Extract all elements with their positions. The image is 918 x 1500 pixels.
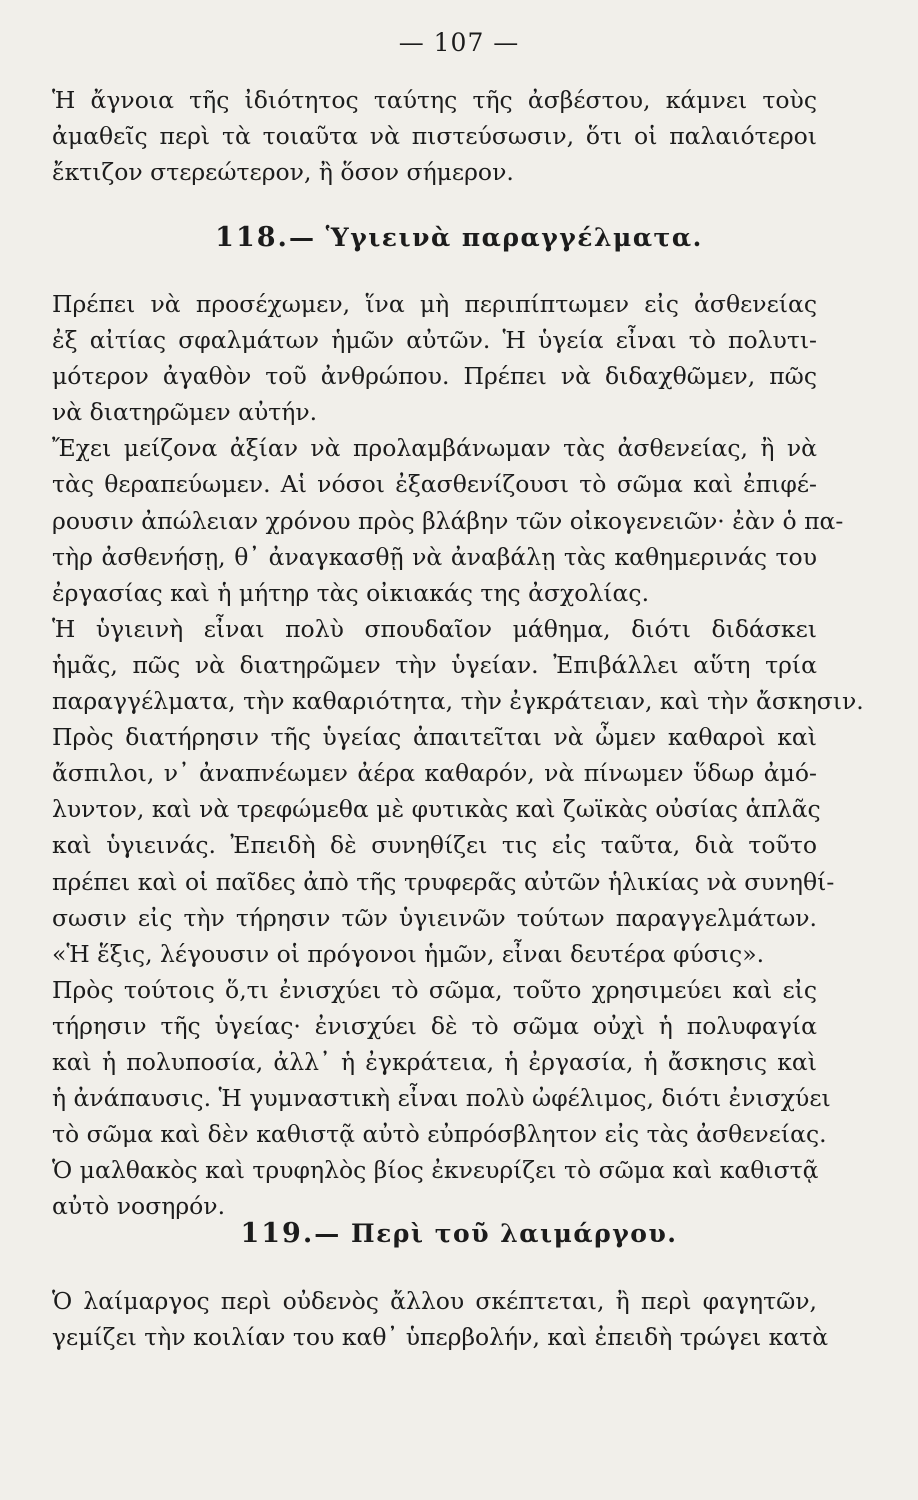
heading-dash: — xyxy=(288,223,316,252)
text-line: τὰς θεραπεύωμεν. Αἱ νόσοι ἐξασθενίζουσι τὸ σῶμα καὶ ἐπιφέ- xyxy=(52,470,817,499)
text-line: καὶ ὑγιεινάς. Ἐπειδὴ δὲ συνηθίζει τις εἰς ταῦτα, διὰ τοῦτο xyxy=(52,831,817,860)
text-line: Ἔχει μείζονα ἀξίαν νὰ προλαμβάνωμαν τὰς ἀσθενείας, ἢ νὰ xyxy=(52,434,817,463)
page-number: — 107 — xyxy=(398,28,520,57)
text-line: Πρέπει νὰ προσέχωμεν, ἵνα μὴ περιπίπτωμεν εἰς ἀσθενείας xyxy=(52,290,817,318)
text-line: ἡμᾶς, πῶς νὰ διατηρῶμεν τὴν ὑγείαν. Ἐπιβάλλει αὕτη τρία xyxy=(52,650,817,679)
text-line: πρέπει καὶ οἱ παῖδες ἀπὸ τῆς τρυφερᾶς αὐτῶν ἡλικίας νὰ συνηθί- xyxy=(52,867,835,896)
section-number: 119. xyxy=(240,1218,315,1249)
text-line: καὶ ἡ πολυποσία, ἀλλ᾽ ἡ ἐγκράτεια, ἡ ἐργασία, ἡ ἄσκησις καὶ xyxy=(52,1047,817,1076)
section-title: Περὶ τοῦ λαιμάργου. xyxy=(350,1219,678,1248)
text-line: τὸ σῶμα καὶ δὲν καθιστᾷ αὐτὸ εὐπρόσβλητον εἰς τὰς ἀσθενείας. xyxy=(52,1120,827,1149)
text-line: Πρὸς διατήρησιν τῆς ὑγείας ἀπαιτεῖται νὰ ὦμεν καθαροὶ καὶ xyxy=(52,723,817,752)
text-line: ἔκτιζον στερεώτερον, ἢ ὅσον σήμερον. xyxy=(52,158,514,187)
text-line: «Ἡ ἕξις, λέγουσιν οἱ πρόγονοι ἡμῶν, εἶναι δευτέρα φύσις». xyxy=(52,939,765,968)
section-title: Ὑγιεινὰ παραγγέλματα. xyxy=(325,223,703,252)
intro-paragraph xyxy=(52,82,817,190)
section-118-body xyxy=(52,286,864,1224)
heading-dash: — xyxy=(314,1219,341,1248)
text-line: λυντον, καὶ νὰ τρεφώμεθα μὲ φυτικὰς καὶ ζωϊκὰς οὐσίας ἁπλᾶς xyxy=(52,795,821,824)
text-line: Ὁ μαλθακὸς καὶ τρυφηλὸς βίος ἐκνευρίζει τὸ σῶμα καὶ καθιστᾷ xyxy=(52,1156,819,1185)
text-line: γεμίζει τὴν κοιλίαν του καθ᾽ ὑπερβολήν, καὶ ἐπειδὴ τρώγει κατὰ xyxy=(52,1323,829,1352)
text-line: νὰ διατηρῶμεν αὐτήν. xyxy=(52,398,318,427)
text-line: ἄσπιλοι, ν᾽ ἀναπνέωμεν ἀέρα καθαρόν, νὰ πίνωμεν ὕδωρ ἀμό- xyxy=(52,759,817,788)
section-119-body xyxy=(52,1283,829,1355)
section-118-heading xyxy=(0,222,918,253)
section-119-heading xyxy=(0,1218,918,1249)
text-line: ἀμαθεῖς περὶ τὰ τοιαῦτα νὰ πιστεύσωσιν, ὅτι οἱ παλαιότεροι xyxy=(52,122,817,151)
text-line: ἐργασίας καὶ ἡ μήτηρ τὰς οἰκιακάς της ἀσχολίας. xyxy=(52,578,650,607)
text-line: ἡ ἀνάπαυσις. Ἡ γυμναστικὴ εἶναι πολὺ ὠφέλιμος, διότι ἐνισχύει xyxy=(52,1084,831,1113)
text-line: αὐτὸ νοσηρόν. xyxy=(52,1192,226,1221)
text-line: τὴρ ἀσθενήσῃ, θ᾽ ἀναγκασθῇ νὰ ἀναβάλῃ τὰς καθημερινάς του xyxy=(52,542,817,571)
text-line: ρουσιν ἀπώλειαν χρόνου πρὸς βλάβην τῶν οἰκογενειῶν· ἐὰν ὁ πα- xyxy=(52,506,844,535)
text-line: Ἡ ὑγιεινὴ εἶναι πολὺ σπουδαῖον μάθημα, διότι διδάσκει xyxy=(52,614,817,643)
text-line: Ἡ ἄγνοια τῆς ἰδιότητος ταύτης τῆς ἀσβέστου, κάμνει τοὺς xyxy=(52,86,817,114)
text-line: τήρησιν τῆς ὑγείας· ἐνισχύει δὲ τὸ σῶμα οὐχὶ ἡ πολυφαγία xyxy=(52,1011,817,1040)
text-line: παραγγέλματα, τὴν καθαριότητα, τὴν ἐγκράτειαν, καὶ τὴν ἄσκησιν. xyxy=(52,687,864,716)
text-line: σωσιν εἰς τὴν τήρησιν τῶν ὑγιεινῶν τούτων παραγγελμάτων. xyxy=(52,903,817,932)
text-line: ἐξ αἰτίας σφαλμάτων ἡμῶν αὐτῶν. Ἡ ὑγεία εἶναι τὸ πολυτι- xyxy=(52,326,817,355)
section-number: 118. xyxy=(215,222,289,253)
text-line: Ὁ λαίμαργος περὶ οὐδενὸς ἄλλου σκέπτεται, ἢ περὶ φαγητῶν, xyxy=(52,1287,817,1315)
text-line: Πρὸς τούτοις ὅ,τι ἐνισχύει τὸ σῶμα, τοῦτο χρησιμεύει καὶ εἰς xyxy=(52,975,817,1004)
text-line: μότερον ἀγαθὸν τοῦ ἀνθρώπου. Πρέπει νὰ διδαχθῶμεν, πῶς xyxy=(52,362,817,391)
